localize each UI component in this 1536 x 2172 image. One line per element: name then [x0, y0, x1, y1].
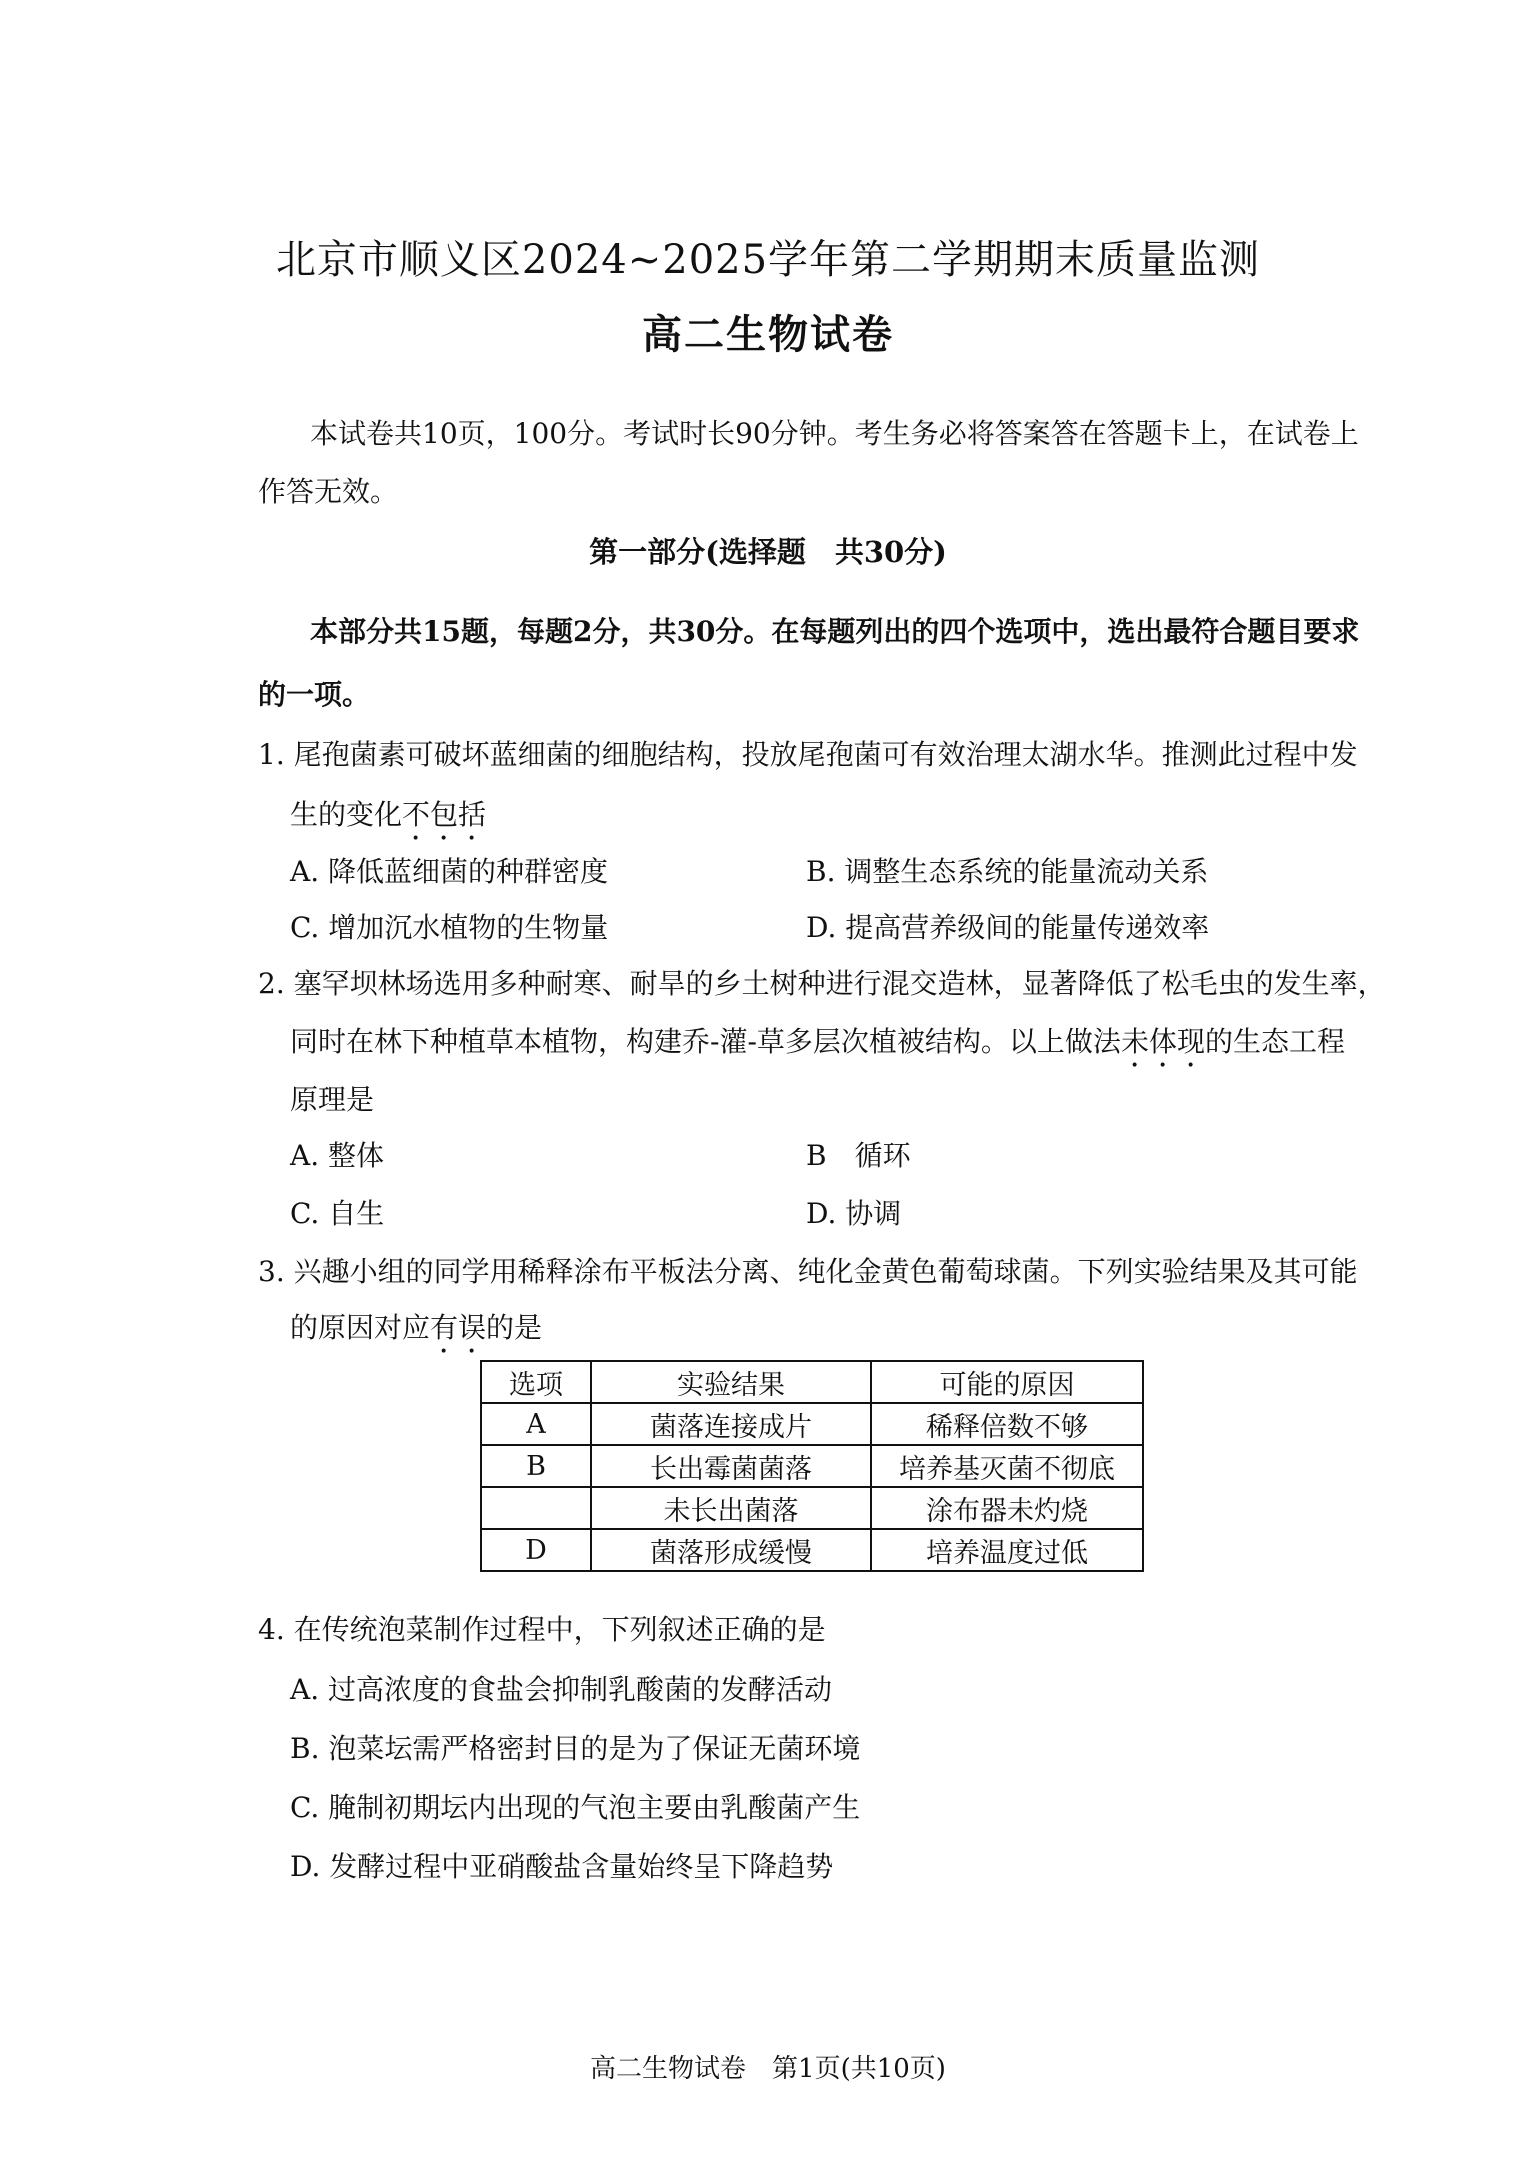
table-cell: 稀释倍数不够 [871, 1403, 1143, 1445]
q3-stem-line-1: 3. 兴趣小组的同学用稀释涂布平板法分离、纯化金黄色葡萄球菌。下列实验结果及其可能 [258, 1255, 1358, 1288]
q2-stem-line-1: 2. 塞罕坝林场选用多种耐寒、耐旱的乡土树种进行混交造林，显著降低了松毛虫的发生率， [258, 967, 1386, 1000]
table-row [481, 1529, 1143, 1571]
q3-table [480, 1360, 1144, 1572]
q4-stem: 4. 在传统泡菜制作过程中，下列叙述正确的是 [258, 1613, 826, 1646]
table-header: 实验结果 [591, 1361, 871, 1403]
intro-line-2: 作答无效。 [258, 475, 399, 508]
table-cell: 未长出菌落 [591, 1487, 871, 1529]
q2-option-b: B 循环 [806, 1139, 911, 1172]
table-cell: 长出霉菌菌落 [591, 1445, 871, 1487]
q4-option-c: C. 腌制初期坛内出现的气泡主要由乳酸菌产生 [290, 1791, 861, 1824]
table-header: 可能的原因 [871, 1361, 1143, 1403]
page-footer: 高二生物试卷 第1页(共10页) [590, 2054, 946, 2084]
table-cell: D [481, 1529, 591, 1571]
q3-stem-text-c: 的是 [486, 1311, 543, 1344]
part-instructions-line-1: 本部分共15题，每题2分，共30分。在每题列出的四个选项中，选出最符合题目要求 [310, 615, 1360, 648]
q1-emphasis: 不包括 [402, 798, 487, 831]
intro-line-1: 本试卷共10页，100分。考试时长90分钟。考生务必将答案答在答题卡上，在试卷上 [310, 417, 1359, 450]
table-cell: 菌落形成缓慢 [591, 1529, 871, 1571]
q1-option-a: A. 降低蓝细菌的种群密度 [290, 855, 609, 888]
q3-emphasis: 有误 [430, 1311, 487, 1344]
exam-title: 北京市顺义区2024~2025学年第二学期期末质量监测 [275, 237, 1261, 283]
part-heading: 第一部分(选择题 共30分) [589, 535, 947, 569]
q1-stem-line-1: 1. 尾孢菌素可破坏蓝细菌的细胞结构，投放尾孢菌可有效治理太湖水华。推测此过程中发 [258, 738, 1358, 771]
table-cell: 培养基灭菌不彻底 [871, 1445, 1143, 1487]
table-row [481, 1445, 1143, 1487]
q2-option-d: D. 协调 [806, 1197, 902, 1230]
q1-stem-text: 生的变化 [290, 798, 403, 831]
table-cell: 涂布器未灼烧 [871, 1487, 1143, 1529]
q2-stem-line-2 [290, 1020, 1345, 1074]
table-cell: B [481, 1445, 591, 1487]
table-row [481, 1403, 1143, 1445]
table-row [481, 1487, 1143, 1529]
q2-option-a: A. 整体 [290, 1139, 385, 1172]
q1-option-b: B. 调整生态系统的能量流动关系 [806, 855, 1209, 888]
table-cell: A [481, 1403, 591, 1445]
q2-stem-text-a: 同时在林下种植草本植物，构建乔-灌-草多层次植被结构。以上做法 [290, 1025, 1121, 1058]
table-header: 选项 [481, 1361, 591, 1403]
q4-option-b: B. 泡菜坛需严格密封目的是为了保证无菌环境 [290, 1732, 861, 1765]
q4-option-d: D. 发酵过程中亚硝酸盐含量始终呈下降趋势 [290, 1850, 834, 1883]
q1-option-c: C. 增加沉水植物的生物量 [290, 911, 609, 944]
table-cell [481, 1487, 591, 1529]
table-cell: 菌落连接成片 [591, 1403, 871, 1445]
q4-option-a: A. 过高浓度的食盐会抑制乳酸菌的发酵活动 [290, 1673, 833, 1706]
exam-subtitle: 高二生物试卷 [642, 311, 894, 358]
table-header-row [481, 1361, 1143, 1403]
q2-emphasis: 未体现 [1120, 1025, 1205, 1058]
part-instructions-line-2: 的一项。 [258, 678, 371, 711]
q3-stem-text-a: 的原因对应 [290, 1311, 431, 1344]
q2-stem-text-c: 的生态工程 [1204, 1025, 1345, 1058]
q2-stem-line-3: 原理是 [290, 1083, 375, 1116]
q2-option-c: C. 自生 [290, 1197, 385, 1230]
q1-stem-line-2 [290, 793, 486, 847]
table-cell: 培养温度过低 [871, 1529, 1143, 1571]
q3-stem-line-2 [290, 1306, 542, 1360]
q1-option-d: D. 提高营养级间的能量传递效率 [806, 911, 1210, 944]
